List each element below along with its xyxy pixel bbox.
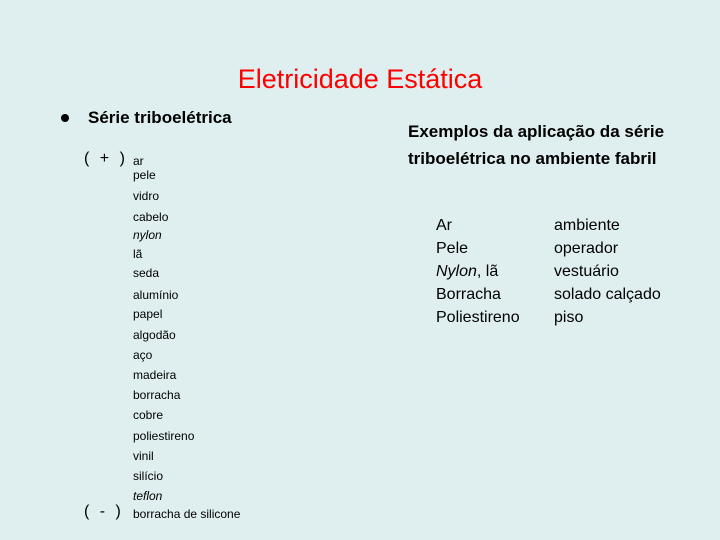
series-item: seda <box>133 266 160 280</box>
series-item: aço <box>133 348 153 362</box>
bullet-icon <box>61 114 69 122</box>
application-item: piso <box>554 309 584 326</box>
positive-sign: ( + ) <box>84 150 128 167</box>
series-item: silício <box>133 469 164 483</box>
application-item: solado calçado <box>554 286 661 303</box>
series-item: poliestireno <box>133 429 195 443</box>
series-item: borracha de silicone <box>133 507 241 521</box>
series-item: vinil <box>133 449 154 463</box>
material-item <box>436 260 520 283</box>
material-item: Ar <box>436 217 452 234</box>
series-item: teflon <box>133 489 163 503</box>
applications-column <box>554 214 661 329</box>
negative-sign: ( - ) <box>84 503 124 520</box>
application-item: vestuário <box>554 263 619 280</box>
examples-heading <box>408 118 664 172</box>
examples-heading-line: triboelétrica no ambiente fabril <box>408 149 657 168</box>
series-item: papel <box>133 307 163 321</box>
series-item: algodão <box>133 328 176 342</box>
material-nylon: Nylon <box>436 263 477 280</box>
series-item: madeira <box>133 368 177 382</box>
page-title: Eletricidade Estática <box>237 64 483 94</box>
series-heading: Série triboelétrica <box>88 108 232 127</box>
material-la: , lã <box>476 263 499 280</box>
application-item: ambiente <box>554 217 620 234</box>
series-item: cabelo <box>133 210 169 224</box>
series-item: pele <box>133 168 156 182</box>
material-item: Poliestireno <box>436 309 520 326</box>
series-item: alumínio <box>133 288 179 302</box>
series-item: cobre <box>133 408 164 422</box>
series-item: vidro <box>133 189 160 203</box>
series-item: ar <box>133 154 144 168</box>
materials-column <box>436 214 520 329</box>
material-item: Pele <box>436 240 469 257</box>
material-item: Borracha <box>436 286 501 303</box>
series-item: lã <box>133 247 143 261</box>
examples-heading-line: Exemplos da aplicação da série <box>408 122 665 141</box>
application-item: operador <box>554 240 619 257</box>
series-item: nylon <box>133 228 162 242</box>
series-item: borracha <box>133 388 181 402</box>
